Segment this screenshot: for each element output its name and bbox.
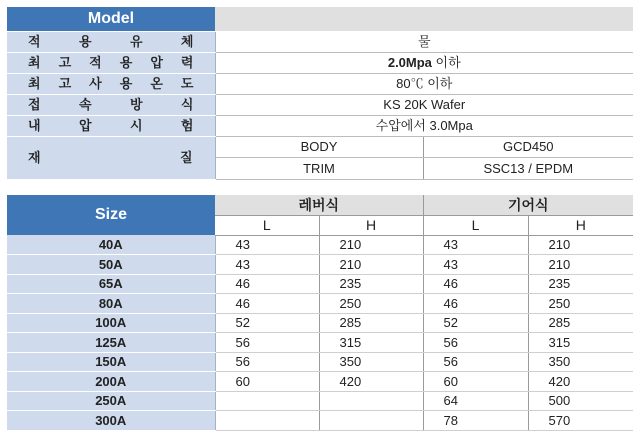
lever-l-cell: 52 [215, 313, 319, 333]
lever-l-cell [215, 411, 319, 431]
spec-row [7, 31, 633, 52]
size-cell: 65A [7, 274, 215, 294]
table-row [7, 294, 633, 314]
lever-l-header: L [215, 215, 319, 235]
lever-l-cell [215, 391, 319, 411]
gear-l-cell: 56 [423, 352, 528, 372]
material-value: GCD450 [423, 136, 633, 157]
lever-l-cell: 46 [215, 274, 319, 294]
table-row [7, 274, 633, 294]
lever-h-cell: 210 [319, 235, 423, 255]
lever-h-cell: 235 [319, 274, 423, 294]
spec-label: 최 고 사 용 온 도 [7, 73, 215, 94]
gear-h-cell: 210 [528, 235, 633, 255]
spec-table [7, 7, 633, 180]
gear-l-cell: 56 [423, 333, 528, 353]
table-row [7, 313, 633, 333]
model-value-header [215, 7, 633, 31]
size-cell: 300A [7, 411, 215, 431]
size-header: Size [7, 195, 215, 235]
gear-h-cell: 250 [528, 294, 633, 314]
lever-l-cell: 43 [215, 235, 319, 255]
gear-l-cell: 46 [423, 274, 528, 294]
size-cell: 100A [7, 313, 215, 333]
size-cell: 50A [7, 255, 215, 275]
lever-l-cell: 43 [215, 255, 319, 275]
spec-label: 접 속 방 식 [7, 94, 215, 115]
table-row [7, 372, 633, 392]
table-row [7, 391, 633, 411]
table-row [7, 333, 633, 353]
lever-h-cell: 250 [319, 294, 423, 314]
gear-h-cell: 285 [528, 313, 633, 333]
gear-h-cell: 315 [528, 333, 633, 353]
lever-h-cell [319, 411, 423, 431]
model-header: Model [7, 7, 215, 31]
spec-value: 물 [215, 31, 633, 52]
spec-label: 내 압 시 험 [7, 115, 215, 136]
size-cell: 150A [7, 352, 215, 372]
lever-h-cell: 350 [319, 352, 423, 372]
spec-row [7, 94, 633, 115]
lever-h-cell: 420 [319, 372, 423, 392]
lever-l-cell: 56 [215, 333, 319, 353]
lever-h-header: H [319, 215, 423, 235]
spec-value: 2.0Mpa 이하 [215, 52, 633, 73]
size-cell: 200A [7, 372, 215, 392]
gear-h-cell: 210 [528, 255, 633, 275]
size-cell: 80A [7, 294, 215, 314]
lever-h-cell: 315 [319, 333, 423, 353]
table-row [7, 255, 633, 275]
lever-h-cell [319, 391, 423, 411]
gear-l-cell: 46 [423, 294, 528, 314]
size-cell: 250A [7, 391, 215, 411]
gear-l-cell: 64 [423, 391, 528, 411]
spec-value: 수압에서 3.0Mpa [215, 115, 633, 136]
gear-h-header: H [528, 215, 633, 235]
gear-h-cell: 350 [528, 352, 633, 372]
lever-l-cell: 56 [215, 352, 319, 372]
table-row [7, 411, 633, 431]
spec-value: KS 20K Wafer [215, 94, 633, 115]
material-part: BODY [215, 136, 423, 157]
gear-type-header: 기어식 [423, 195, 633, 215]
gear-l-cell: 43 [423, 255, 528, 275]
size-cell: 125A [7, 333, 215, 353]
lever-h-cell: 210 [319, 255, 423, 275]
lever-l-cell: 46 [215, 294, 319, 314]
size-cell: 40A [7, 235, 215, 255]
gear-h-cell: 570 [528, 411, 633, 431]
gear-l-cell: 78 [423, 411, 528, 431]
lever-h-cell: 285 [319, 313, 423, 333]
gear-l-header: L [423, 215, 528, 235]
spec-label: 적 용 유 체 [7, 31, 215, 52]
material-label: 재 질 [7, 136, 215, 179]
spec-row [7, 115, 633, 136]
spec-row [7, 52, 633, 73]
lever-l-cell: 60 [215, 372, 319, 392]
spec-row [7, 73, 633, 94]
gear-l-cell: 60 [423, 372, 528, 392]
gear-l-cell: 43 [423, 235, 528, 255]
material-value: SSC13 / EPDM [423, 157, 633, 179]
table-row [7, 235, 633, 255]
gear-l-cell: 52 [423, 313, 528, 333]
gear-h-cell: 500 [528, 391, 633, 411]
table-row [7, 352, 633, 372]
material-part: TRIM [215, 157, 423, 179]
spec-label: 최 고 적 용 압 력 [7, 52, 215, 73]
spec-value: 80℃ 이하 [215, 73, 633, 94]
gear-h-cell: 420 [528, 372, 633, 392]
gear-h-cell: 235 [528, 274, 633, 294]
lever-type-header: 레버식 [215, 195, 423, 215]
size-table [7, 195, 633, 431]
